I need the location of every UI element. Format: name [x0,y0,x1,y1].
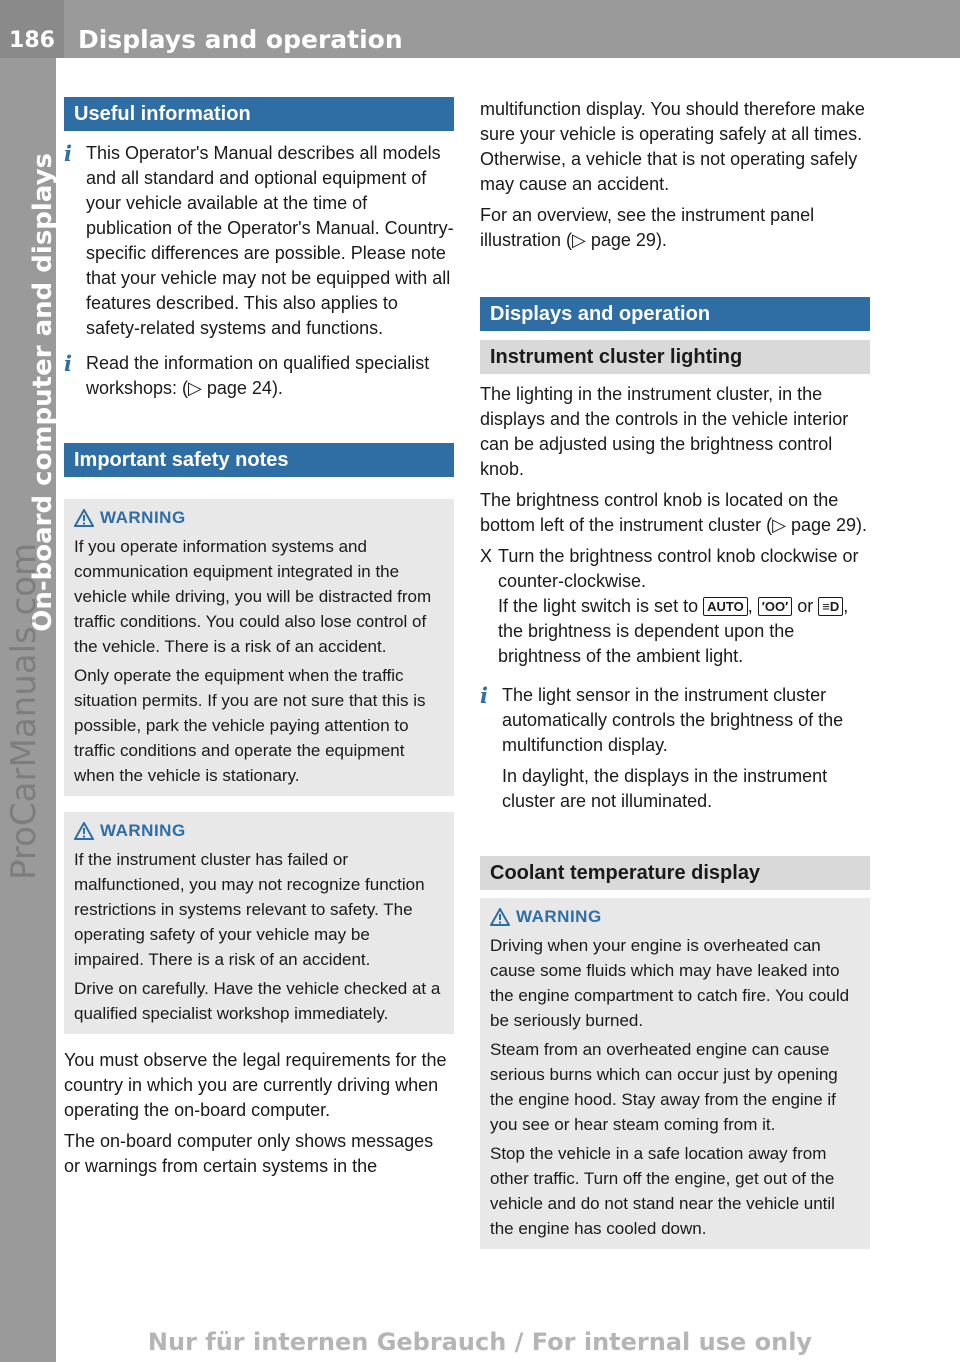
warning-box [64,499,454,796]
warning-triangle-icon [490,908,510,926]
warning-header [74,818,444,843]
info-text: This Operator's Manual describes all models and all standard and optional equipment of your vehicle available at the time of publication of the Operator's Manual. Country-specific differences are possible. Please note that your vehicle may not be equipped with all features described. This also applies to safety-related systems and functions. [86,143,454,338]
displays-heading: Displays and operation [480,297,870,331]
info-note [64,141,454,341]
info-icon: i [64,141,72,166]
warning-label: WARNING [516,907,602,926]
useful-info-heading: Useful information [64,97,454,131]
warning-label: WARNING [100,508,186,527]
step-arrow-icon: X [480,546,493,566]
warning-text: Only operate the equipment when the traffic situation permits. If you are not sure that this is possible, park the vehicle paying attention to traffic conditions and operate the equipment when the vehicle is stationary. [74,666,426,785]
watermark: ProCarManuals.com [4,542,44,880]
right-column [480,97,870,1249]
safety-heading: Important safety notes [64,443,454,477]
footer-watermark: Nur für internen Gebrauch / For internal use only [147,1328,813,1356]
step-subtext: If the light switch is set to AUTO , ′OO′ or ≡D , the brightness is dependent upon the brightness of the ambient light. [498,596,849,666]
warning-box [480,898,870,1249]
step-text: Turn the brightness control knob clockwise or counter-clockwise. [498,546,859,591]
warning-text: If you operate information systems and communication equipment integrated in the vehicle while driving, you will be distracted from traffic conditions. You could also lose control of the vehicle. There is a risk of an accident. [74,537,432,656]
warning-header [490,904,860,929]
warning-text: Steam from an overheated engine can cause serious burns which can occur just by opening the engine hood. Stay away from the engine if you see or hear steam coming from it. [490,1040,838,1134]
info-note [480,683,870,814]
step-subtext-a: If the light switch is set to [498,596,699,616]
body-text: You must observe the legal requirements for the country in which you are currently driving when operating the on-board computer. [64,1050,447,1120]
left-column [64,97,454,1185]
side-tab-label: On-board computer and displays [28,153,58,632]
info-text: Read the information on qualified specialist workshops: (▷ page 24). [86,353,430,398]
page-title: Displays and operation [78,25,403,54]
page-number: 186 [0,0,64,58]
warning-text: Stop the vehicle in a safe location away from other traffic. Turn off the engine, get out of the vehicle and do not stand near the vehicle until the engine has cooled down. [490,1144,835,1238]
body-text: The on-board computer only shows messages or warnings from certain systems in the [64,1131,434,1176]
warning-header [74,505,444,530]
low-beam-symbol-icon: ≡D [818,597,843,616]
warning-text: If the instrument cluster has failed or malfunctioned, you may not recognize function restrictions in systems relevant to safety. The operating safety of your vehicle may be impaired. There is a risk of an accident. [74,850,425,969]
coolant-heading: Coolant temperature display [480,856,870,890]
body-text: For an overview, see the instrument panel illustration (▷ page 29). [480,205,815,250]
body-text: multifunction display. You should therefore make sure your vehicle is operating safely at all times. Otherwise, a vehicle that is not operating safely may cause an accident. [480,99,865,194]
or-word: or [797,596,814,616]
step-subtext-b: , the brightness is dependent upon the brightness of the ambient light. [498,596,849,666]
parking-light-symbol-icon: ′OO′ [758,597,792,616]
warning-label: WARNING [100,821,186,840]
auto-symbol-icon: AUTO [703,597,748,616]
warning-text: Drive on carefully. Have the vehicle checked at a qualified specialist workshop immediately. [74,979,441,1023]
cluster-lighting-heading: Instrument cluster lighting [480,340,870,374]
info-icon: i [64,351,72,376]
info-icon: i [480,683,488,708]
info-note [64,351,454,401]
warning-text: Driving when your engine is overheated can cause some fluids which may have leaked into the engine compartment to catch fire. You could be seriously burned. [490,936,850,1030]
info-text: The light sensor in the instrument cluster automatically controls the brightness of the multifunction display. [502,685,844,755]
info-text: In daylight, the displays in the instrument cluster are not illuminated. [502,766,828,811]
instruction-step [480,544,870,669]
warning-triangle-icon [74,822,94,840]
warning-triangle-icon [74,509,94,527]
warning-box [64,812,454,1034]
body-text: The lighting in the instrument cluster, in the displays and the controls in the vehicle interior can be adjusted using the brightness control knob. [480,384,849,479]
body-text: The brightness control knob is located on the bottom left of the instrument cluster (▷ page 29). [480,490,868,535]
